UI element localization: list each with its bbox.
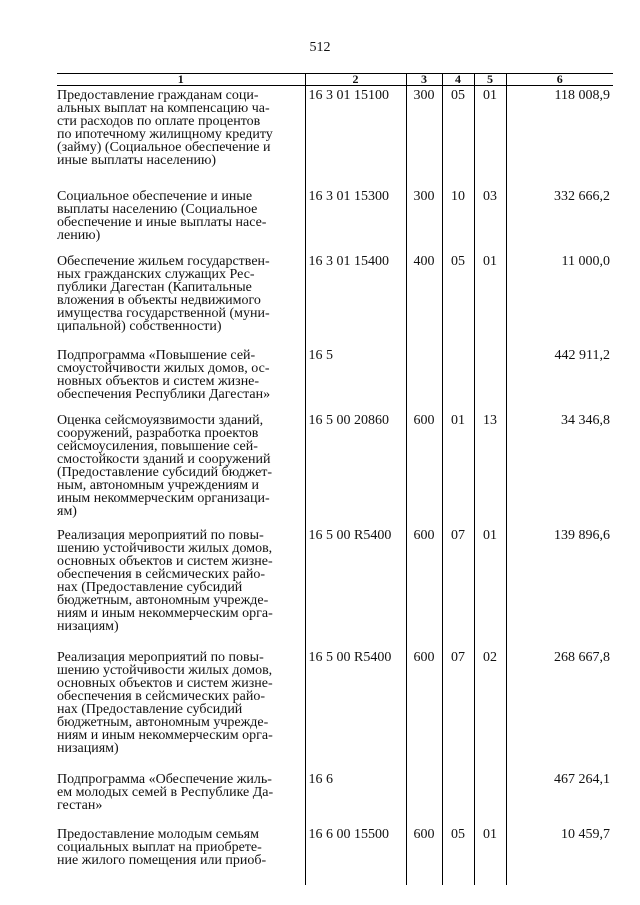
row-name: Реализация мероприятий по повы- шению устойчивости жилых домов, основных объектов и систем жизне- обеспечения в сейсмических райо- нах (Предоставление субсидий бюджетным, автономным учрежде- ниям и иным некоммерческим орга- низациям)	[57, 649, 273, 756]
row-subsection	[474, 770, 506, 825]
row-amount: 268 667,8	[506, 648, 613, 770]
column-header-6: 6	[506, 74, 613, 86]
row-section: 05	[442, 252, 474, 346]
row-amount: 118 008,9	[506, 86, 613, 187]
row-amount: 139 896,6	[506, 526, 613, 648]
table-row	[57, 411, 613, 526]
row-expense-type: 600	[406, 825, 442, 885]
table-row	[57, 526, 613, 648]
row-expense-type: 300	[406, 86, 442, 187]
column-header-1: 1	[57, 74, 305, 86]
table-row	[57, 86, 613, 187]
column-header-2: 2	[305, 74, 406, 86]
table-row	[57, 648, 613, 770]
column-header-3: 3	[406, 74, 442, 86]
row-classification-code: 16 5 00 R5400	[305, 526, 406, 648]
row-expense-type: 600	[406, 526, 442, 648]
row-name: Предоставление молодым семьям социальных выплат на приобрете- ние жилого помещения или приоб-	[57, 826, 267, 868]
row-name: Оценка сейсмоуязвимости зданий, сооружений, разработка проектов сейсмоусиления, повышение сей- смостойкости зданий и сооружений (Предоставление субсидий бюджет- ным, автономным учреждениям и иным некоммерческим организаци- ям)	[57, 412, 273, 519]
row-amount: 332 666,2	[506, 187, 613, 252]
row-amount: 467 264,1	[506, 770, 613, 825]
column-header-5: 5	[474, 74, 506, 86]
row-amount: 10 459,7	[506, 825, 613, 885]
row-classification-code: 16 3 01 15400	[305, 252, 406, 346]
row-subsection: 03	[474, 187, 506, 252]
row-name: Реализация мероприятий по повы- шению устойчивости жилых домов, основных объектов и систем жизне- обеспечения в сейсмических райо- нах (Предоставление субсидий бюджетным, автономным учрежде- ниям и иным некоммерческим орга- низациям)	[57, 527, 273, 634]
row-subsection: 01	[474, 86, 506, 187]
row-classification-code: 16 6	[305, 770, 406, 825]
row-name: Подпрограмма «Повышение сей- смоустойчивости жилых домов, ос- новных объектов и систем жизне- обеспечения Республики Дагестан»	[57, 347, 271, 402]
row-expense-type: 600	[406, 411, 442, 526]
row-subsection: 13	[474, 411, 506, 526]
row-name: Подпрограмма «Обеспечение жиль- ем молодых семей в Республике Да- гестан»	[57, 771, 274, 813]
table-body	[57, 86, 613, 885]
row-classification-code: 16 6 00 15500	[305, 825, 406, 885]
row-classification-code: 16 5 00 20860	[305, 411, 406, 526]
row-amount: 442 911,2	[506, 346, 613, 411]
table-row	[57, 187, 613, 252]
column-number-header	[57, 74, 613, 86]
row-classification-code: 16 3 01 15100	[305, 86, 406, 187]
row-name: Обеспечение жильем государствен- ных гражданских служащих Рес- публики Дагестан (Капитальные вложения в объекты недвижимого имущества государственной (муни- ципальной) собственности)	[57, 253, 270, 334]
row-name: Социальное обеспечение и иные выплаты населению (Социальное обеспечение и иные выплаты насе- лению)	[57, 188, 267, 243]
row-classification-code: 16 3 01 15300	[305, 187, 406, 252]
table-row	[57, 346, 613, 411]
row-subsection	[474, 346, 506, 411]
row-section: 01	[442, 411, 474, 526]
row-expense-type: 600	[406, 648, 442, 770]
row-amount: 11 000,0	[506, 252, 613, 346]
row-subsection: 02	[474, 648, 506, 770]
row-subsection: 01	[474, 526, 506, 648]
budget-table	[57, 73, 613, 885]
row-classification-code: 16 5 00 R5400	[305, 648, 406, 770]
row-expense-type: 400	[406, 252, 442, 346]
table-row	[57, 770, 613, 825]
row-section	[442, 346, 474, 411]
row-section: 05	[442, 825, 474, 885]
page-number: 512	[309, 40, 331, 55]
row-classification-code: 16 5	[305, 346, 406, 411]
row-section	[442, 770, 474, 825]
row-section: 05	[442, 86, 474, 187]
row-amount: 34 346,8	[506, 411, 613, 526]
row-section: 10	[442, 187, 474, 252]
table-row	[57, 825, 613, 885]
column-header-4: 4	[442, 74, 474, 86]
row-name: Предоставление гражданам соци- альных выплат на компенсацию ча- сти расходов по оплате процентов по ипотечному жилищному кредиту (займу) (Социальное обеспечение и иные выплаты населению)	[57, 88, 273, 168]
table-row	[57, 252, 613, 346]
row-subsection: 01	[474, 252, 506, 346]
row-section: 07	[442, 526, 474, 648]
row-expense-type	[406, 770, 442, 825]
row-expense-type	[406, 346, 442, 411]
row-expense-type: 300	[406, 187, 442, 252]
row-subsection: 01	[474, 825, 506, 885]
row-section: 07	[442, 648, 474, 770]
